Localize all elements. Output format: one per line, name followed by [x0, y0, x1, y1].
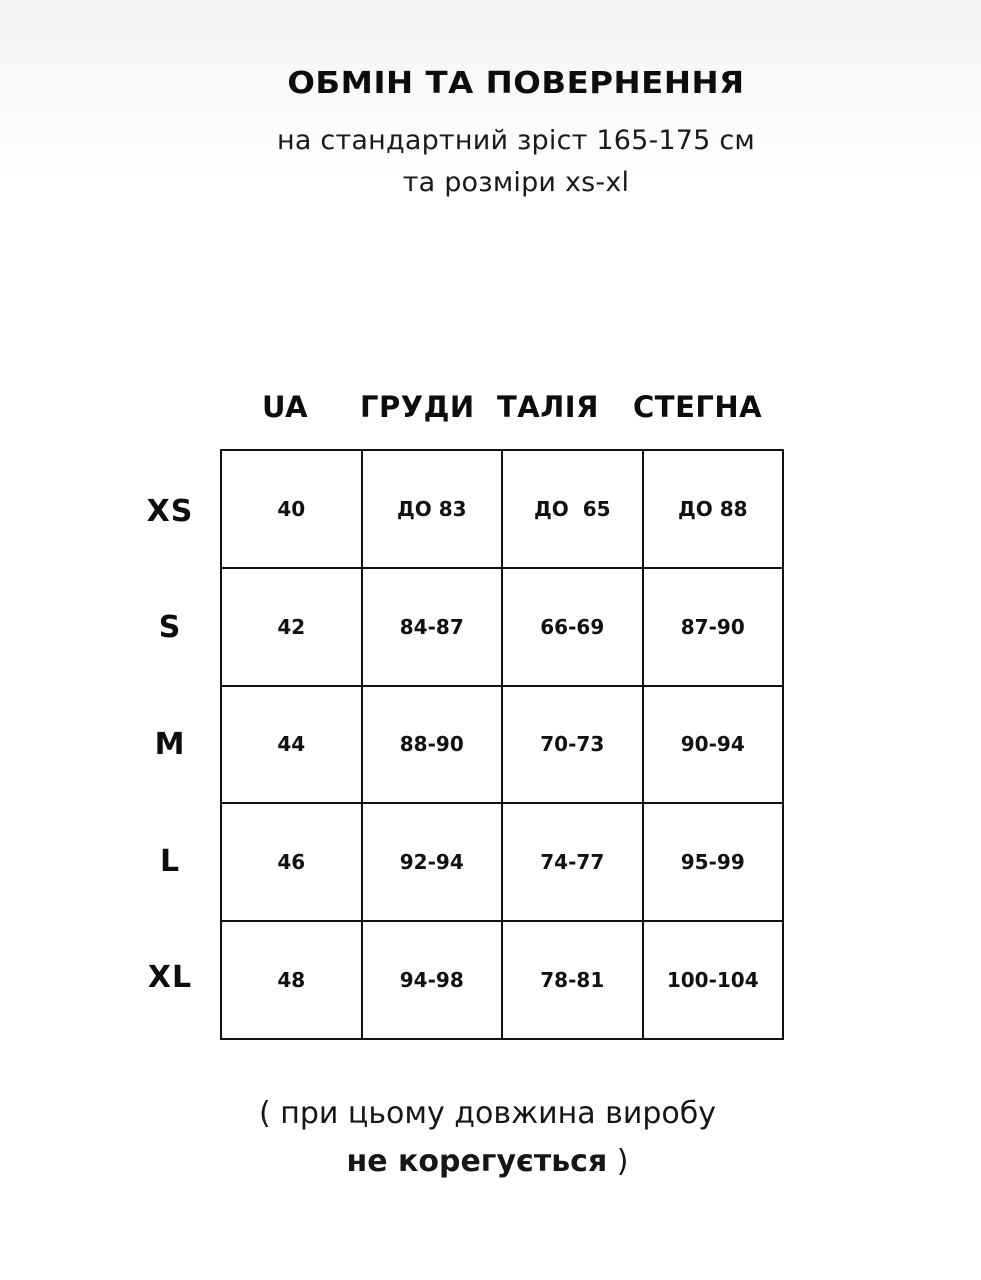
column-header-ua: UA [262, 390, 309, 424]
row-label-xl: XL [147, 960, 193, 995]
table-row [221, 450, 783, 568]
table-cell: 84-87 [362, 568, 503, 686]
table-cell: 46 [221, 803, 362, 921]
table-cell: 44 [221, 686, 362, 804]
subtitle-line-2: та розміри xs-xl [402, 167, 630, 198]
table-cell: 74-77 [502, 803, 643, 921]
row-label-xs: XS [146, 494, 194, 529]
table-cell: 92-94 [362, 803, 503, 921]
row-label-m: M [154, 727, 186, 762]
table-row [221, 686, 783, 804]
column-header-waist: ТАЛІЯ [497, 390, 599, 424]
row-label-l: L [159, 844, 181, 879]
subtitle-line-1: на стандартний зріст 165-175 см [277, 125, 755, 156]
table-cell: ДО 65 [502, 450, 643, 568]
table-cell: 42 [221, 568, 362, 686]
table-cell: 48 [221, 921, 362, 1039]
table-cell: 90-94 [643, 686, 784, 804]
table-cell: 87-90 [643, 568, 784, 686]
table-cell: 40 [221, 450, 362, 568]
column-header-hips: СТЕГНА [633, 390, 763, 424]
note-line-2 [0, 1144, 975, 1179]
table-cell: 78-81 [502, 921, 643, 1039]
table-cell: 88-90 [362, 686, 503, 804]
page-title: ОБМІН ТА ПОВЕРНЕННЯ [287, 66, 745, 101]
table-cell: 66-69 [502, 568, 643, 686]
note-emphasis: не корегується [346, 1144, 608, 1179]
table-cell: 94-98 [362, 921, 503, 1039]
column-header-chest: ГРУДИ [360, 390, 475, 424]
table-cell: ДО 88 [643, 450, 784, 568]
table-cell: 100-104 [643, 921, 784, 1039]
table-cell: 95-99 [643, 803, 784, 921]
size-table [220, 449, 784, 1040]
table-cell: ДО 83 [362, 450, 503, 568]
table-cell: 70-73 [502, 686, 643, 804]
table-row [221, 921, 783, 1039]
table-row [221, 803, 783, 921]
note-closing-paren: ) [607, 1144, 629, 1179]
table-row [221, 568, 783, 686]
note-line-1: ( при цьому довжина виробу [259, 1096, 716, 1131]
row-label-s: S [158, 610, 182, 645]
